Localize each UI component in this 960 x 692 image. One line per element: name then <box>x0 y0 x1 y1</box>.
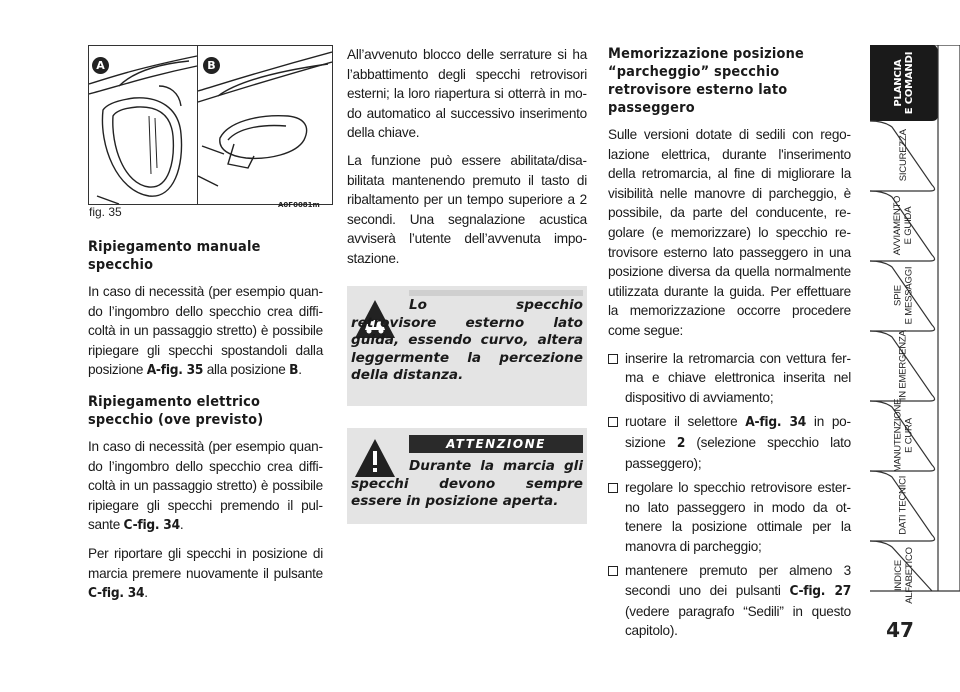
tab-spie-messaggi[interactable]: SPIE E MESSAGGI <box>892 266 914 324</box>
label-b-badge <box>203 57 220 74</box>
attention-bar <box>409 435 583 453</box>
note-header-bar <box>409 290 583 296</box>
heading-electric-fold: Ripiegamento elettrico specchio (ove previsto) <box>88 393 264 428</box>
ref-c-fig27: C-fig. 27 <box>789 583 851 600</box>
step-list <box>608 349 851 641</box>
note-box-warning <box>347 428 587 524</box>
chapter-tabs <box>870 45 960 605</box>
tab-sicurezza[interactable]: SICUREZZA <box>897 128 909 182</box>
label-b: B <box>207 59 216 72</box>
page-number: 47 <box>886 618 914 642</box>
tab-in-emergenza[interactable]: IN EMERGENZA <box>897 330 909 400</box>
paragraph-electric-fold: In caso di necessità (per esempio quando l’ingombro dello specchio crea difficoltà in un passaggio stretto) è possibile ripiegare gli specchi premendo il pulsante C-fig. 34. <box>88 438 323 534</box>
heading-parking-memory: Memorizzazione posizione “parcheggio” specchio retrovisore esterno lato passeggero <box>608 46 805 116</box>
tab-plancia-comandi[interactable]: PLANCIA E COMANDI <box>893 51 915 115</box>
list-item: inserire la retromarcia con vettura ferma e chiave elettronica inserita nel dispositivo di avviamento; <box>608 349 851 408</box>
column-3 <box>608 45 851 646</box>
tab-indice-alfabetico[interactable]: INDICE ALFABETICO <box>892 546 914 604</box>
tab-manutenzione-cura[interactable]: MANUTENZIONE E CURA <box>892 398 915 472</box>
list-item: mantenere premuto per almeno 3 secondi uno dei pulsanti C-fig. 27 (vedere paragrafo “Sedili” in questo capitolo). <box>608 561 851 640</box>
label-a-badge <box>92 57 109 74</box>
checkbox-bullet-icon <box>608 483 618 493</box>
paragraph-manual-fold: In caso di necessità (per esempio quando l’ingombro dello specchio crea difficoltà in un passaggio stretto) è possibile ripiegare gli specchi spostandoli dalla posizione A-fig. 35 alla posizione B. <box>88 284 323 379</box>
ref-c-fig34: C-fig. 34 <box>123 517 180 534</box>
checkbox-bullet-icon <box>608 566 618 576</box>
ref-c-fig34-2: C-fig. 34 <box>88 585 145 602</box>
heading-manual-fold: Ripiegamento manuale specchio <box>88 239 261 273</box>
list-item: regolare lo specchio retrovisore esterno lato passeggero in modo da ottenere la posizione ottimale per la manovra di parcheggio; <box>608 478 851 556</box>
column-1 <box>88 238 323 612</box>
checkbox-bullet-icon <box>608 417 618 427</box>
paragraph-enable: La funzione può essere abilitata/disabilitata mantenendo premuto il tasto di ribaltamento per un tempo superiore a 2 secondi. Una segnalazione acustica avviserà l’utente dell’avvenuta impostazione. <box>347 152 587 266</box>
note-text-mirror: Lo specchio retrovisore esterno lato guida, essendo curvo, altera leggermente la percezione della distanza. <box>351 297 583 383</box>
paragraph-parking-intro: Sulle versioni dotate di sedili con regolazione elettrica, durante l'inserimento della retromarcia, al fine di migliorare la visibilità nelle manovre di parcheggio, è possibile, da parte del conducente, regolare (e memorizzare) lo specchio retrovisore esterno lato passeggero in una posizione diversa da quella normalmente utilizzata durante la guida. Per effettuare la memorizzazione occorre procedere come segue: <box>608 127 851 338</box>
figure-caption: fig. 35 <box>89 205 122 219</box>
paragraph-lock-fold: All’avvenuto blocco delle serrature si ha l’abbattimento degli specchi retrovisori esterni; la loro riapertura si otterrà in modo automatico al successivo inserimento della chiave. <box>347 47 587 141</box>
tab-dati-tecnici[interactable]: DATI TECNICI <box>897 475 909 535</box>
checkbox-bullet-icon <box>608 354 618 364</box>
ref-position-2: 2 <box>676 434 686 451</box>
ref-a-fig35: A-fig. 35 <box>146 362 204 379</box>
column-2 <box>347 45 587 277</box>
label-a: A <box>96 59 105 72</box>
paragraph-restore: Per riportare gli specchi in posizione di marcia premere nuovamente il pulsante C-fig. 34. <box>88 545 323 602</box>
note-text-warning: Durante la marcia gli specchi devono sempre essere in posizione aperta. <box>351 458 583 509</box>
figure-code: A0F0081m <box>278 201 320 209</box>
attention-title: ATTENZIONE <box>446 437 546 451</box>
ref-a-fig34: A-fig. 34 <box>745 414 807 431</box>
list-item: ruotare il selettore A-fig. 34 in posizione 2 (selezione specchio lato passeggero); <box>608 412 851 473</box>
tab-avviamento-guida[interactable]: AVVIAMENTO E GUIDA <box>892 195 914 255</box>
note-box-mirror <box>347 286 587 406</box>
figure-35 <box>88 45 333 205</box>
ref-position-b: B <box>289 362 299 379</box>
